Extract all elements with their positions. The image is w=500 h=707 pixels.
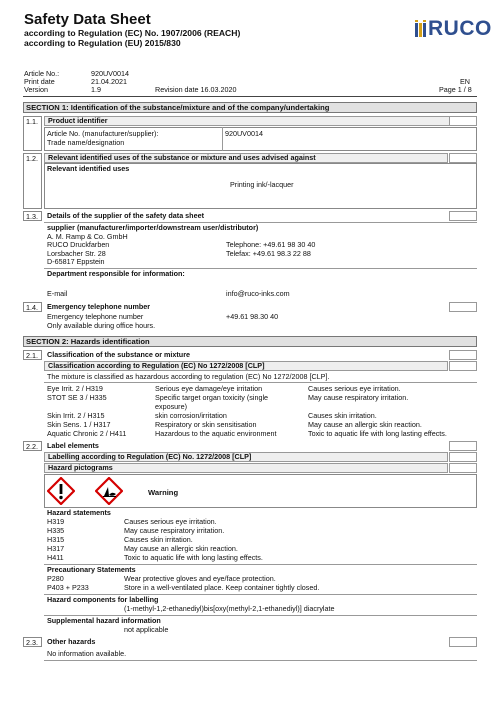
divider	[44, 660, 477, 661]
hazard-class-statement: Causes skin irritation.	[308, 411, 377, 420]
uses-heading: Relevant identified uses of the substance or mixture and uses advised against	[44, 153, 448, 163]
num-2-2: 2.2.	[23, 441, 42, 451]
side-box	[449, 302, 477, 312]
components-value: (1-methyl-1,2-ethanediyl)bis[oxy(methyl-2,1-ethanediyl)] diacrylate	[124, 604, 335, 613]
address-line: D-65817 Eppstein	[47, 257, 105, 266]
classification-heading: Classification of the substance or mixture	[47, 350, 190, 359]
hazard-class-statement: Toxic to aquatic life with long lasting effects.	[308, 429, 447, 438]
header-divider	[23, 96, 477, 97]
section-2-title: SECTION 2: Hazards identification	[23, 336, 477, 347]
regulation-reach: according to Regulation (EC) No. 1907/2006 (REACH)	[24, 28, 241, 38]
supplemental-heading: Supplemental hazard information	[47, 616, 161, 625]
hazard-statement-code: H319	[47, 517, 65, 526]
emergency-note: Only available during office hours.	[47, 321, 156, 330]
signal-word: Warning	[148, 488, 179, 497]
side-box	[449, 350, 477, 360]
side-box	[449, 452, 477, 462]
meta-label-print: Print date	[24, 77, 55, 86]
supplier-telephone: Telephone: +49.61 98 30 40	[226, 240, 316, 249]
precautionary-heading: Precautionary Statements	[47, 565, 136, 574]
hazard-class-code: Eye Irrit. 2 / H319	[47, 384, 103, 393]
precaution-code: P280	[47, 574, 64, 583]
num-1-1: 1.1.	[23, 116, 42, 151]
hazard-statement-text: May cause an allergic skin reaction.	[124, 544, 238, 553]
other-hazards-value: No information available.	[47, 649, 127, 658]
precaution-code: P403 + P233	[47, 583, 89, 592]
side-box	[449, 153, 477, 163]
other-hazards-heading: Other hazards	[47, 637, 96, 646]
hazard-statement-code: H411	[47, 553, 64, 562]
hazard-class-code: Skin Sens. 1 / H317	[47, 420, 111, 429]
classification-regulation: Classification according to Regulation (EC) No 1272/2008 [CLP]	[44, 361, 448, 371]
hazard-class-desc: Respiratory or skin sensitisation	[155, 420, 257, 429]
hazard-class-desc: Serious eye damage/eye irritation	[155, 384, 263, 393]
meta-value-article: 920UV0014	[91, 69, 129, 78]
address-line: RUCO Druckfarben	[47, 240, 110, 249]
logo-wordmark: RUCO	[428, 17, 492, 40]
num-1-2: 1.2.	[23, 153, 42, 209]
hazard-statement-text: Causes serious eye irritation.	[124, 517, 217, 526]
supplier-telefax: Telefax: +49.61 98.3 22 88	[226, 249, 311, 258]
pictograms-heading: Hazard pictograms	[44, 463, 448, 473]
environment-icon	[95, 477, 123, 505]
article-value: 920UV0014	[225, 129, 263, 138]
address-line: A. M. Ramp & Co. GmbH	[47, 232, 128, 241]
side-box	[449, 441, 477, 451]
hazard-class-desc: skin corrosion/irritation	[155, 411, 227, 420]
side-box	[449, 637, 477, 647]
hazard-statement-code: H315	[47, 535, 65, 544]
label-elements-heading: Label elements	[47, 441, 99, 450]
hazard-statement-text: Toxic to aquatic life with long lasting effects.	[124, 553, 263, 562]
num-1-3: 1.3.	[23, 211, 42, 221]
meta-label-version: Version	[24, 85, 48, 94]
hazard-statement-text: Causes skin irritation.	[124, 535, 193, 544]
uses-value: Printing ink/-lacquer	[230, 180, 294, 189]
section-1-title: SECTION 1: Identification of the substance/mixture and of the company/undertaking	[23, 102, 477, 113]
hazard-class-desc: Hazardous to the aquatic environment	[155, 429, 277, 438]
side-box	[449, 361, 477, 371]
dept-heading: Department responsible for information:	[47, 269, 185, 278]
hazard-class-statement: May cause an allergic skin reaction.	[308, 420, 422, 429]
article-label: Article No. (manufacturer/supplier):	[47, 129, 159, 138]
uses-sub-heading: Relevant identified uses	[47, 164, 130, 173]
page-number: Page 1 / 8	[439, 85, 472, 94]
exclamation-mark-icon	[47, 477, 75, 505]
mixture-note: The mixture is classified as hazardous according to regulation (EC) No 1272/2008 [CLP].	[47, 372, 330, 381]
meta-label-article: Article No.:	[24, 69, 60, 78]
precaution-text: Store in a well-ventilated place. Keep container tightly closed.	[124, 583, 320, 592]
regulation-eu: according to Regulation (EU) 2015/830	[24, 38, 181, 48]
labelling-regulation: Labelling according to Regulation (EC) No. 1272/2008 [CLP]	[44, 452, 448, 462]
meta-value-version: 1.9	[91, 85, 101, 94]
hazard-class-desc: Specific target organ toxicity (single exposure)	[155, 393, 269, 411]
supplier-heading: Details of the supplier of the safety data sheet	[47, 211, 204, 220]
language: EN	[460, 77, 470, 86]
side-box	[449, 463, 477, 473]
hazard-statement-code: H317	[47, 544, 65, 553]
components-heading: Hazard components for labelling	[47, 595, 159, 604]
num-2-1: 2.1.	[23, 350, 42, 360]
num-2-3: 2.3.	[23, 637, 42, 647]
supplier-sub-heading: supplier (manufacturer/importer/downstream user/distributor)	[47, 223, 259, 232]
emergency-label: Emergency telephone number	[47, 312, 144, 321]
ruco-logo	[415, 17, 492, 40]
address-line: Lorsbacher Str. 28	[47, 249, 106, 258]
email-label: E-mail	[47, 289, 68, 298]
emergency-heading: Emergency telephone number	[47, 302, 151, 311]
document-title: Safety Data Sheet	[24, 11, 151, 28]
hazard-class-code: STOT SE 3 / H335	[47, 393, 107, 402]
column-divider	[222, 127, 223, 151]
supplemental-value: not applicable	[124, 625, 169, 634]
num-1-4: 1.4.	[23, 302, 42, 312]
side-box	[449, 211, 477, 221]
trade-name-label: Trade name/designation	[47, 138, 125, 147]
hazard-statement-text: May cause respiratory irritation.	[124, 526, 225, 535]
hazard-class-code: Skin Irrit. 2 / H315	[47, 411, 105, 420]
emergency-value: +49.61 98.30 40	[226, 312, 279, 321]
revision-date: Revision date 16.03.2020	[155, 85, 237, 94]
product-identifier-heading: Product identifier	[44, 116, 477, 126]
hazard-class-statement: May cause respiratory irritation.	[308, 393, 409, 402]
hazard-class-code: Aquatic Chronic 2 / H411	[47, 429, 127, 438]
precaution-text: Wear protective gloves and eye/face protection.	[124, 574, 276, 583]
side-box	[449, 116, 477, 126]
meta-value-print: 21.04.2021	[91, 77, 127, 86]
hazard-statements-heading: Hazard statements	[47, 508, 111, 517]
email-value: info@ruco-inks.com	[226, 289, 290, 298]
hazard-class-statement: Causes serious eye irritation.	[308, 384, 401, 393]
divider	[44, 382, 477, 383]
hazard-statement-code: H335	[47, 526, 65, 535]
